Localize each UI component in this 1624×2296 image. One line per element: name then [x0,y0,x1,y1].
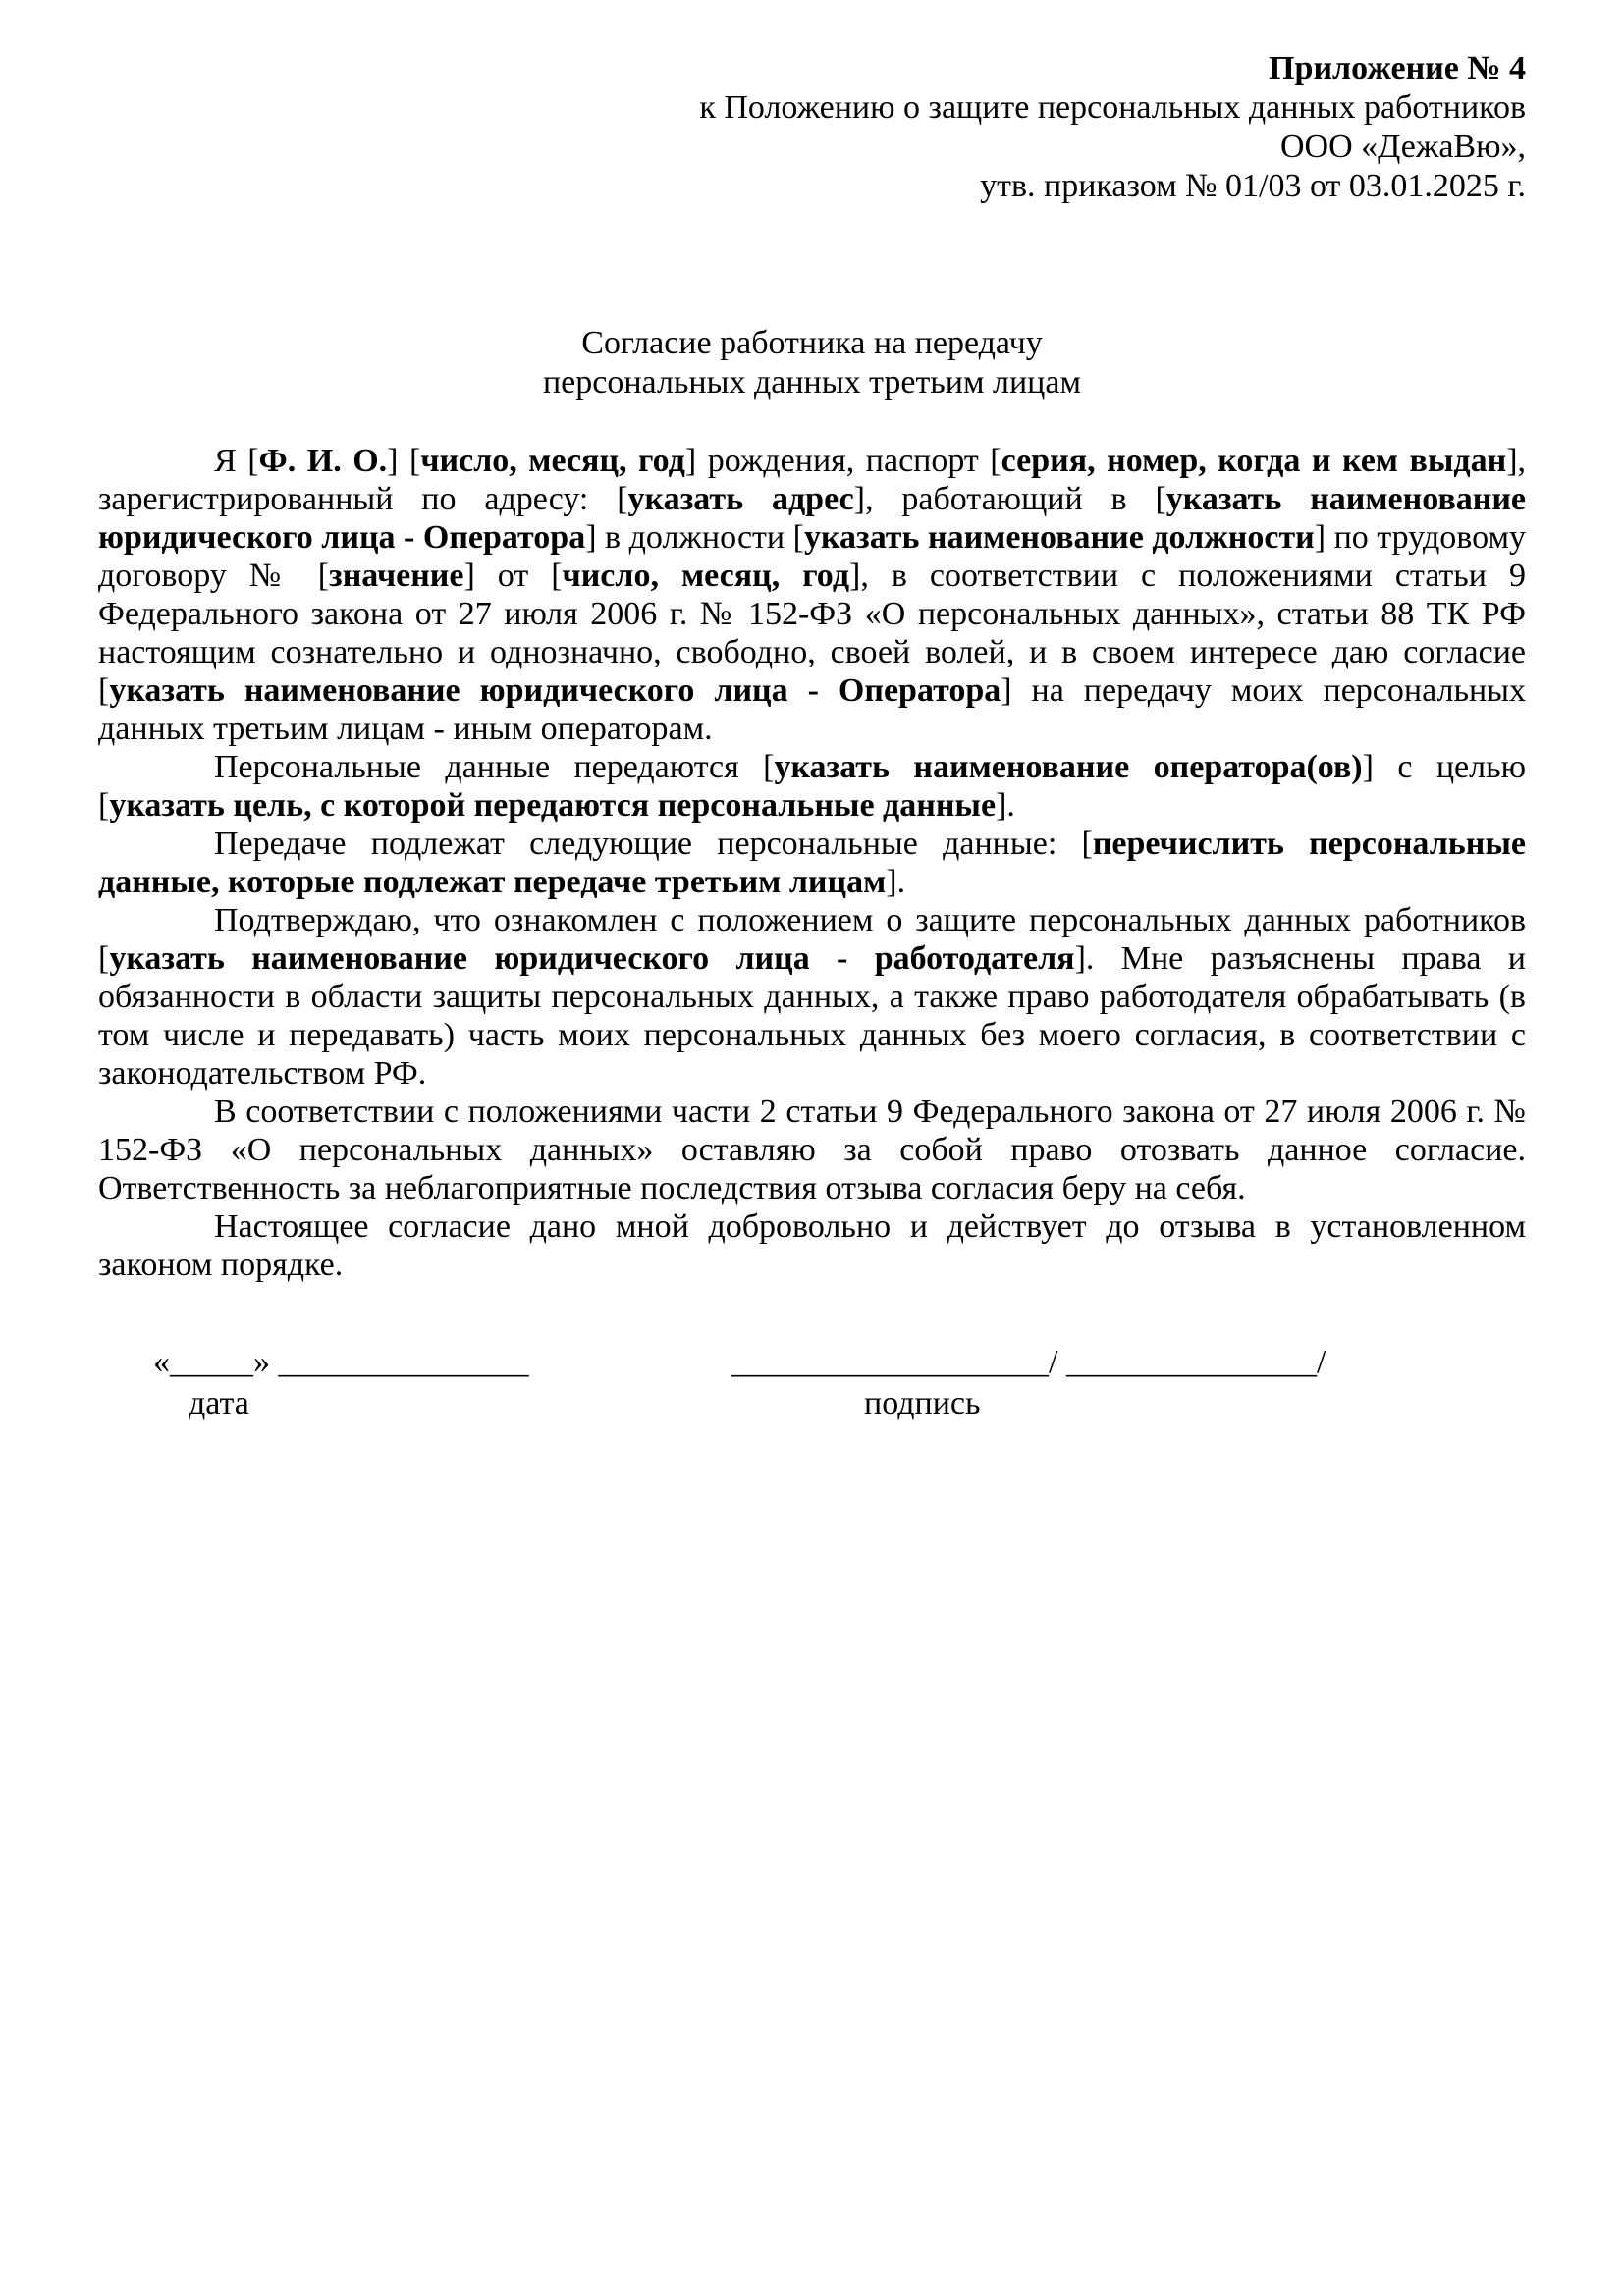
placeholder-run: число, месяц, год [562,558,850,594]
placeholder-run: указать наименование юридического лица - Оператора [109,672,1001,709]
text-run: ] на передачу моих персональных данных третьим лицам - иным операторам. [98,672,1526,747]
signature-label: подпись [864,1385,981,1421]
placeholder-run: число, месяц, год [420,443,685,479]
title-line: Согласие работника на передачу [581,325,1043,361]
text-run: ], работающий в [ [853,481,1166,517]
placeholder-run: указать наименование должности [803,519,1315,556]
placeholder-run: значение [329,558,464,594]
placeholder-run: указать наименование юридического лица - работодателя [109,940,1075,977]
document-header [98,49,1526,206]
text-run: ]. [996,787,1015,824]
text-run: Персональные данные передаются [ [214,749,775,785]
text-run: В соответствии с положениями части 2 статьи 9 Федерального закона от 27 июля 2006 г. № 152-ФЗ «О персональных данных» оставляю за собой право отозвать данное согласие. Ответственность за неблагоприятные последствия отзыва согласия беру на себя. [98,1094,1526,1206]
signature-block [98,1343,1526,1461]
text-run: ] [ [387,443,421,479]
placeholder-run: указать наименование оператора(ов) [774,749,1363,785]
text-run: ], зарегистрированный по адресу: [ [98,443,1527,517]
text-run: ]. Мне разъяснены права и обязанности в области защиты персональных данных, а также право работодателя обрабатывать (в том числе и передавать) часть моих персональных данных без моего согласия, в соответствии с законодательством РФ. [98,940,1526,1092]
text-run: ] с целью [ [98,749,1527,824]
paragraph [98,1207,1526,1284]
paragraph [98,1093,1526,1207]
text-run: Передаче подлежат следующие персональные данные: [ [214,826,1093,862]
text-run: Подтверждаю, что ознакомлен с положением о защите персональных данных работников [ [98,902,1526,977]
placeholder-run: указать наименование юридического лица - Оператора [98,481,1526,556]
placeholder-run: серия, номер, когда и кем выдан [1001,443,1507,479]
text-run: Настоящее согласие дано мной добровольно и действует до отзыва в установленном законом порядке. [98,1208,1526,1283]
date-label: дата [189,1385,249,1421]
text-run: Я [ [214,443,259,479]
text-run: ] от [ [463,558,563,594]
header-line: Приложение № 4 [1269,50,1526,86]
paragraph [98,748,1526,825]
title-line: персональных данных третьим лицам [542,364,1081,400]
paragraph [98,825,1526,901]
document-body [98,442,1526,1284]
placeholder-run: указать адрес [627,481,854,517]
header-line: к Положению о защите персональных данных работников [699,89,1526,126]
date-blank-line: «_____» _______________ [153,1344,529,1380]
placeholder-run: Ф. И. О. [258,443,388,479]
paragraph [98,442,1526,748]
text-run: ] рождения, паспорт [ [684,443,1001,479]
document-title [98,324,1526,402]
paragraph [98,901,1526,1093]
text-run: ], в соответствии с положениями статьи 9 Федерального закона от 27 июля 2006 г. № 152-ФЗ «О персональных данных», статьи 88 ТК РФ настоящим сознательно и однозначно, свободно, своей волей, и в своем интересе даю согласие [ [98,558,1526,709]
header-line: ООО «ДежаВю», [1279,129,1526,165]
header-line: утв. приказом № 01/03 от 03.01.2025 г. [980,168,1526,204]
signature-blank-line: ___________________/ _______________/ [731,1344,1326,1380]
placeholder-run: перечислить персональные данные, которые подлежат передаче третьим лицам [98,826,1526,900]
text-run: ]. [886,864,906,900]
text-run: ] в должности [ [585,519,804,556]
text-run: ] по трудовому договору № [ [98,519,1526,594]
placeholder-run: указать цель, с которой передаются персональные данные [109,787,997,824]
